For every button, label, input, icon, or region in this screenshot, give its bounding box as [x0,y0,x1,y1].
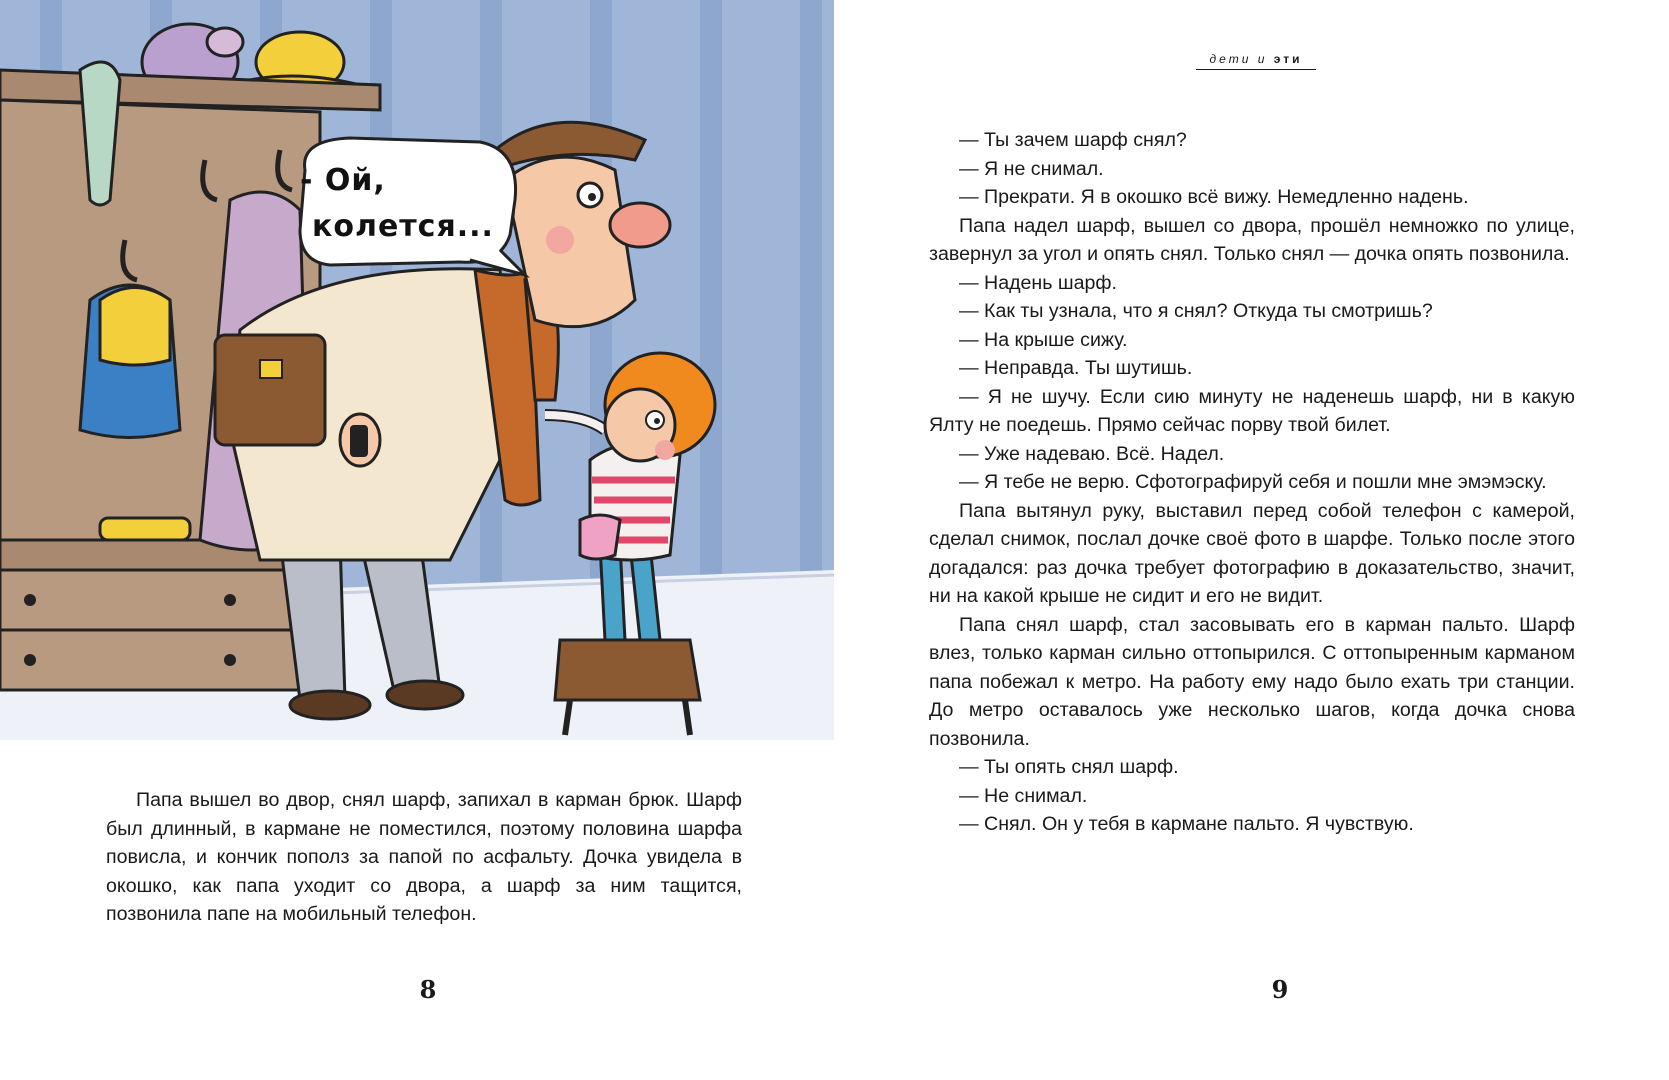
paragraph: — Снял. Он у тебя в кармане пальто. Я чувствую. [959,813,1414,835]
paragraph: — Я тебе не верю. Сфотографируй себя и пошли мне эмэмэску. [959,471,1547,493]
paragraph: — Не снимал. [959,784,1088,807]
left-page-text [106,786,742,929]
page-number-right: 9 [1271,975,1289,1004]
running-head-part1: дети и [1209,52,1268,66]
paragraph: Папа вытянул руку, выставил перед собой телефон с камерой, сделал снимок, послал дочке своё фото в шарфе. Только после этого догадался: раз дочка требует фотографию в доказательство, значит, ни на какой крыше не сидит и его не видит. [929,499,1575,607]
running-head-part2: эти [1273,52,1303,66]
running-head [1196,52,1316,70]
speech-line-2: колется... [312,209,494,244]
paragraph: — Я не шучу. Если сию минуту не наденешь шарф, ни в какую Ялту не поедешь. Прямо сейчас порву твой билет. [929,385,1575,436]
right-page [834,0,1669,1080]
page-number-left: 8 [419,975,437,1004]
right-page-text [929,126,1575,839]
paragraph: — Ты зачем шарф снял? [959,129,1187,151]
paragraph: Папа надел шарф, вышел со двора, прошёл немножко по улице, завернул за угол и опять снял. Только снял — дочка опять позвонила. [929,214,1575,265]
speech-bubble-text [300,158,500,250]
paragraph: — На крыше сижу. [959,328,1128,351]
speech-line-1: - Ой, [300,163,386,198]
paragraph: — Надень шарф. [959,271,1117,294]
paragraph: — Неправда. Ты шутишь. [959,357,1193,379]
paragraph: — Уже надеваю. Всё. Надел. [959,442,1225,465]
paragraph: Папа вышел во двор, снял шарф, запихал в карман брюк. Шарф был длинный, в кармане не поместился, поэтому половина шарфа повисла, и кончик пополз за папой по асфальту. Дочка увидела в окошко, как папа уходит со двора, а шарф за ним тащится, позвонила папе на мобильный телефон. [106,789,742,925]
paragraph: — Ты опять снял шарф. [959,756,1179,778]
paragraph: — Как ты узнала, что я снял? Откуда ты смотришь? [959,300,1433,322]
illustration [0,0,834,740]
paragraph: Папа снял шарф, стал засовывать его в карман пальто. Шарф влез, только карман сильно оттопырился. С оттопыренным карманом папа побежал к метро. На работу ему надо было ехать три станции. До метро оставалось уже несколько шагов, когда дочка снова позвонила. [929,613,1575,750]
paragraph: — Прекрати. Я в окошко всё вижу. Немедленно надень. [959,186,1469,208]
left-page [0,0,834,1080]
paragraph: — Я не снимал. [959,157,1104,180]
